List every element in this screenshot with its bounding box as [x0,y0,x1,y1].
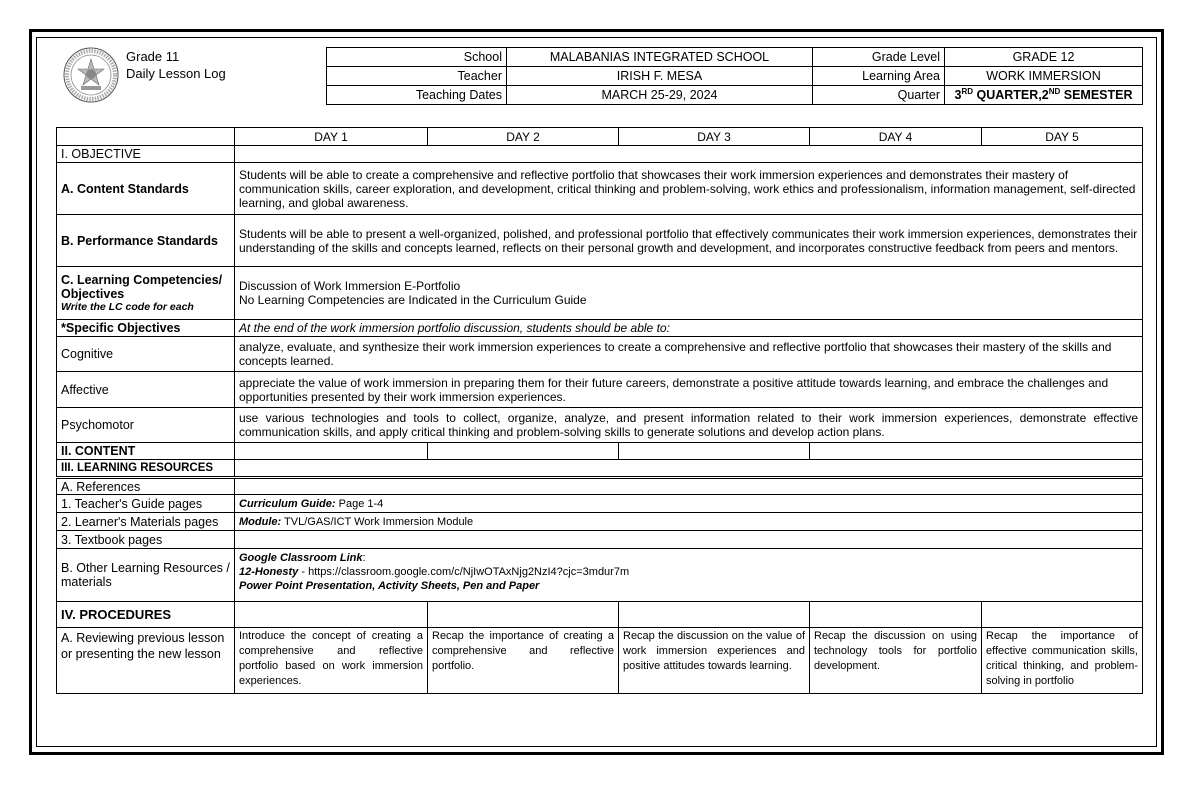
performance-standards-text: Students will be able to present a well-organized, polished, and professional portfolio that effectively communicates their work immersion experiences, demonstrates their understanding of the skills and concepts learned, reflects on their personal growth and development, and incorporates constructive feedback from peers and mentors. [235,215,1143,267]
lesson-log-table [56,127,1143,694]
dates-value: MARCH 25-29, 2024 [507,86,813,105]
module-value: TVL/GAS/ICT Work Immersion Module [281,515,474,528]
learning-area-label: Learning Area [813,67,945,86]
section-name: 12-Honesty [239,566,299,578]
affective-label: Affective [57,372,235,408]
materials-list: Power Point Presentation, Activity Sheets, Pen and Paper [239,580,540,592]
psychomotor-text: use various technologies and tools to collect, organize, analyze, and present information related to their work immersion experiences, demonstrate effective communication skills, and apply critical thinking and problem-solving skills to generate solutions and develop action plans. [235,408,1143,443]
procedures-day-2 [428,602,619,628]
review-day-5: Recap the importance of effective communication skills, critical thinking, and problem-solving in portfolio [982,628,1143,694]
content-day-1 [235,443,428,460]
resources-blank [235,460,1143,478]
competencies-note: Write the LC code for each [61,301,194,313]
other-resources-label: B. Other Learning Resources / materials [57,549,235,602]
lesson-log-title-block [126,48,226,82]
day-2-header: DAY 2 [428,128,619,146]
learning-area-value: WORK IMMERSION [945,67,1143,86]
grade-line: Grade 11 [126,49,180,64]
learners-materials-label: 2. Learner's Materials pages [57,513,235,531]
content-heading: II. CONTENT [57,443,235,460]
other-resources-cell: Google Classroom Link: 12-Honesty - https://classroom.google.com/c/NjIwOTAxNjg2NzI4?cjc=3mdur7m Power Point Presentation, Activity Sheets, Pen and Paper [235,549,1143,602]
content-day-2 [428,443,619,460]
review-day-1: Introduce the concept of creating a comprehensive and reflective portfolio based on work immersion experiences. [235,628,428,694]
day-4-header: DAY 4 [810,128,982,146]
textbook-label: 3. Textbook pages [57,531,235,549]
review-day-3: Recap the discussion on the value of work immersion experiences and positive attitudes towards learning. [619,628,810,694]
content-day-3 [619,443,810,460]
review-day-4: Recap the discussion on using technology tools for portfolio development. [810,628,982,694]
day-5-header: DAY 5 [982,128,1143,146]
specific-objectives-text: At the end of the work immersion portfolio discussion, students should be able to: [235,320,1143,337]
learners-materials-cell [235,513,1143,531]
blank-header-cell [57,128,235,146]
textbook-blank [235,531,1143,549]
day-3-header: DAY 3 [619,128,810,146]
psychomotor-label: Psychomotor [57,408,235,443]
cognitive-text: analyze, evaluate, and synthesize their work immersion experiences to create a comprehensive and reflective portfolio that showcases their mastery of the skills and concepts learned. [235,337,1143,372]
review-day-2: Recap the importance of creating a comprehensive and reflective portfolio. [428,628,619,694]
procedures-heading: IV. PROCEDURES [57,602,235,628]
affective-text: appreciate the value of work immersion in preparing them for their future careers, demonstrate a positive attitude towards learning, and embrace the challenges and opportunities presented by their work immersion experiences. [235,372,1143,408]
day-1-header: DAY 1 [235,128,428,146]
performance-standards-label: B. Performance Standards [57,215,235,267]
competency-line-1: Discussion of Work Immersion E-Portfolio [239,279,461,293]
grade-level-value: GRADE 12 [945,48,1143,67]
procedures-day-1 [235,602,428,628]
content-day-4-5 [810,443,1143,460]
review-lesson-label: A. Reviewing previous lesson or presenting the new lesson [57,628,235,694]
quarter-label: Quarter [813,86,945,105]
teachers-guide-label: 1. Teacher's Guide pages [57,495,235,513]
header-table [326,47,1143,105]
deped-seal-logo [63,47,119,103]
dates-label: Teaching Dates [327,86,507,105]
school-value: MALABANIAS INTEGRATED SCHOOL [507,48,813,67]
competencies-label-cell [57,267,235,320]
competencies-text-cell [235,267,1143,320]
teacher-label: Teacher [327,67,507,86]
cognitive-label: Cognitive [57,337,235,372]
log-title: Daily Lesson Log [126,66,226,81]
school-label: School [327,48,507,67]
references-label: A. References [57,478,235,495]
teacher-value: IRISH F. MESA [507,67,813,86]
procedures-day-4 [810,602,982,628]
objective-heading: I. OBJECTIVE [57,146,235,163]
quarter-value: 3RD QUARTER,2ND SEMESTER [945,86,1143,105]
specific-objectives-label: *Specific Objectives [57,320,235,337]
procedures-day-5 [982,602,1143,628]
content-standards-text: Students will be able to create a comprehensive and reflective portfolio that showcases their work immersion experiences and demonstrates their mastery of communication skills, career exploration, and development, critical thinking and problem-solving, work ethics and professionalism, information management, self-directed learning, and global awareness. [235,163,1143,215]
google-classroom-link[interactable]: - https://classroom.google.com/c/NjIwOTAxNjg2NzI4?cjc=3mdur7m [298,566,630,578]
grade-level-label: Grade Level [813,48,945,67]
teachers-guide-cell [235,495,1143,513]
objective-blank [235,146,1143,163]
google-classroom-label: Google Classroom Link [239,552,363,564]
module-label: Module: [239,515,282,528]
references-blank [235,478,1143,495]
resources-heading: III. LEARNING RESOURCES [57,460,235,478]
curriculum-guide-pages: Page 1-4 [335,497,384,510]
content-standards-label: A. Content Standards [57,163,235,215]
competency-line-2: No Learning Competencies are Indicated in the Curriculum Guide [239,293,587,307]
procedures-day-3 [619,602,810,628]
competencies-label: C. Learning Competencies/ Objectives [61,273,223,301]
curriculum-guide-label: Curriculum Guide: [239,497,336,510]
